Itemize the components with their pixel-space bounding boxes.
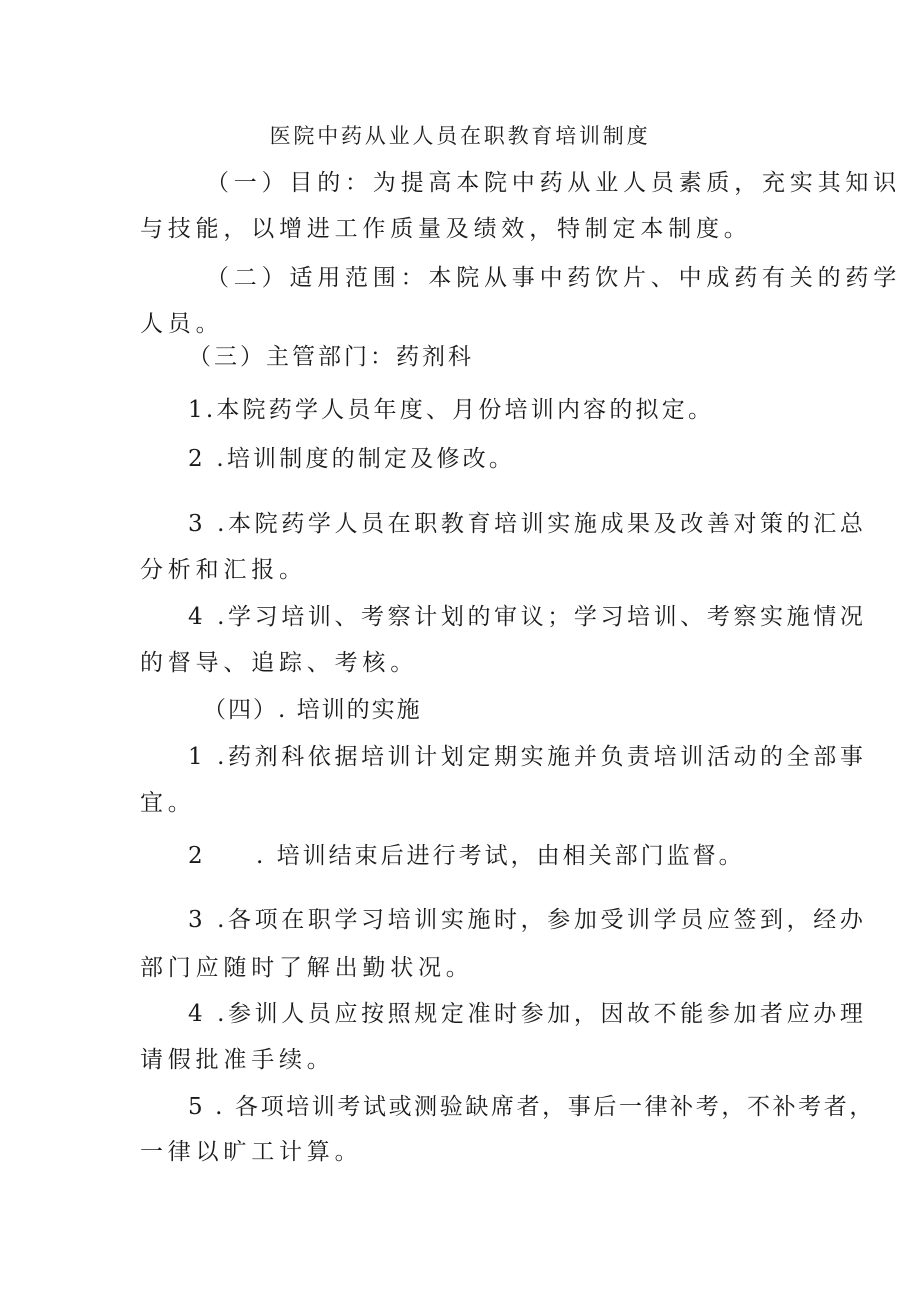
implementation-heading: （四）. 培训的实施 [203, 697, 422, 723]
implementation-item-1-line-1: 1 .药剂科依据培训计划定期实施并负责培训活动的全部事 [188, 744, 867, 770]
implementation-item-4-line-2: 请假批准手续。 [140, 1047, 335, 1073]
implementation-item-3-line-2: 部门应随时了解出勤状况。 [140, 955, 474, 981]
department-item-4-line-1: 4 .学习培训、考察计划的审议；学习培训、考察实施情况 [188, 604, 867, 630]
implementation-item-5-line-1: 5 . 各项培训考试或测验缺席者，事后一律补考，不补考者， [188, 1094, 875, 1120]
implementation-item-5-line-2: 一律以旷工计算。 [140, 1139, 363, 1165]
implementation-item-4-line-1: 4 .参训人员应按照规定准时参加，因故不能参加者应办理 [188, 1001, 867, 1027]
scope-line-2: 人员。 [140, 311, 224, 337]
purpose-line-1: （一）目的：为提高本院中药从业人员素质，充实其知识 [206, 170, 901, 196]
department-item-4-line-2: 的督导、追踪、考核。 [140, 650, 418, 676]
department-item-1: 1.本院药学人员年度、月份培训内容的拟定。 [188, 397, 715, 423]
purpose-line-2: 与技能，以增进工作质量及绩效，特制定本制度。 [140, 216, 752, 242]
document-title: 医院中药从业人员在职教育培训制度 [269, 124, 651, 148]
implementation-item-2-number: 2 [188, 843, 206, 869]
implementation-item-2-text: . 培训结束后进行考试，由相关部门监督。 [256, 843, 745, 869]
implementation-item-2 [188, 841, 838, 871]
department-heading: （三）主管部门：药剂科 [188, 344, 474, 370]
implementation-item-3-line-1: 3 .各项在职学习培训实施时，参加受训学员应签到，经办 [188, 907, 867, 933]
scope-line-1: （二）适用范围：本院从事中药饮片、中成药有关的药学 [206, 265, 901, 291]
implementation-item-1-line-2: 宜。 [140, 790, 196, 816]
department-item-3-line-2: 分析和汇报。 [140, 557, 307, 583]
department-item-3-line-1: 3 .本院药学人员在职教育培训实施成果及改善对策的汇总 [188, 511, 867, 537]
department-item-2: 2 .培训制度的制定及修改。 [188, 446, 516, 472]
